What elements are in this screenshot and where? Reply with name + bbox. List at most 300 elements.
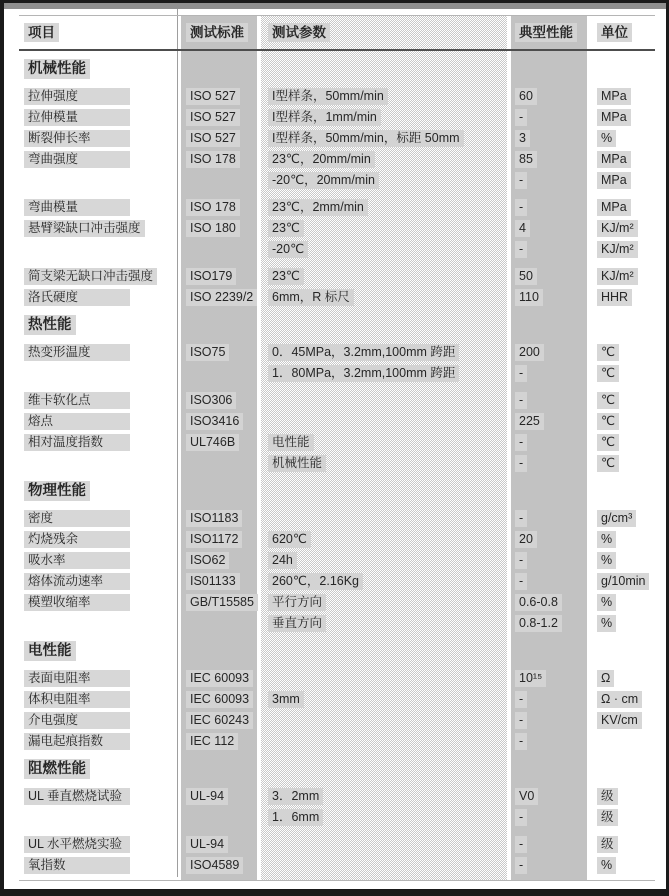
cell-parameters [261, 288, 511, 306]
cell-parameters [261, 267, 511, 285]
table-row [19, 570, 655, 591]
cell-item [19, 288, 181, 306]
table-row [19, 431, 655, 452]
table-row [19, 507, 655, 528]
cell-typical-value [511, 87, 591, 105]
cell-unit [591, 412, 655, 430]
cell-typical-value [511, 669, 591, 687]
cell-unit [591, 454, 655, 472]
cell-text: ℃ [597, 392, 619, 409]
cell-text: 电性能 [268, 434, 314, 451]
cell-standard [181, 856, 261, 874]
cell-standard [181, 787, 261, 805]
cell-text: - [515, 809, 527, 826]
cell-typical-value [511, 129, 591, 147]
cell-text: - [515, 836, 527, 853]
cell-item [19, 509, 181, 527]
header-cell-unit [591, 23, 655, 42]
cell-typical-value [511, 787, 591, 805]
cell-unit [591, 391, 655, 409]
cell-text: MPa [597, 172, 631, 189]
header-cell-item [19, 23, 181, 42]
cell-parameters [261, 171, 511, 189]
cell-unit [591, 267, 655, 285]
cell-text: -20℃ [268, 241, 308, 258]
cell-item [19, 787, 181, 805]
cell-item [19, 669, 181, 687]
cell-text: - [515, 552, 527, 569]
cell-parameters [261, 690, 511, 708]
cell-text: ISO3416 [186, 413, 243, 430]
cell-parameters [261, 614, 511, 632]
cell-text: ISO1172 [186, 531, 242, 548]
cell-text: Ω · cm [597, 691, 642, 708]
cell-typical-value [511, 454, 591, 472]
cell-text: g/cm³ [597, 510, 636, 527]
cell-standard [181, 509, 261, 527]
cell-text: KJ/m² [597, 220, 638, 237]
cell-text: MPa [597, 199, 631, 216]
table-row [19, 286, 655, 307]
cell-text: MPa [597, 151, 631, 168]
cell-text: 级 [597, 836, 618, 853]
cell-text: KV/cm [597, 712, 642, 729]
header-cell-typical-value [511, 23, 591, 42]
cell-typical-value [511, 412, 591, 430]
cell-unit [591, 690, 655, 708]
header-label-item: 项目 [24, 23, 59, 42]
cell-text: % [597, 594, 616, 611]
cell-item [19, 732, 181, 750]
cell-text: 0.6-0.8 [515, 594, 562, 611]
cell-unit [591, 219, 655, 237]
cell-parameters [261, 87, 511, 105]
cell-unit [591, 711, 655, 729]
cell-unit [591, 787, 655, 805]
cell-unit [591, 87, 655, 105]
cell-text: - [515, 392, 527, 409]
cell-unit [591, 593, 655, 611]
cell-standard [181, 219, 261, 237]
cell-item [19, 150, 181, 168]
cell-text: -20℃，20mm/min [268, 172, 379, 189]
cell-standard [181, 572, 261, 590]
cell-typical-value [511, 835, 591, 853]
cell-item [19, 856, 181, 874]
cell-text: 1．6mm [268, 809, 323, 826]
cell-standard [181, 711, 261, 729]
cell-item [19, 198, 181, 216]
header-cell-standard [181, 23, 261, 42]
cell-text: ISO62 [186, 552, 229, 569]
cell-standard [181, 690, 261, 708]
section-title-cell [19, 481, 181, 501]
cell-typical-value [511, 171, 591, 189]
cell-item [19, 711, 181, 729]
cell-item [19, 343, 181, 361]
cell-standard [181, 530, 261, 548]
header-cell-parameters [261, 23, 511, 42]
cell-unit [591, 808, 655, 826]
cell-text: 介电强度 [24, 712, 130, 729]
cell-text: 热变形温度 [24, 344, 130, 361]
cell-text: UL 水平燃烧实验 [24, 836, 130, 853]
cell-text: ISO 178 [186, 151, 240, 168]
cell-text: ISO 527 [186, 130, 240, 147]
cell-text: 热性能 [24, 315, 76, 335]
cell-typical-value [511, 343, 591, 361]
cell-text: - [515, 733, 527, 750]
cell-text: KJ/m² [597, 268, 638, 285]
cell-text: - [515, 573, 527, 590]
cell-unit [591, 530, 655, 548]
cell-typical-value [511, 150, 591, 168]
cell-standard [181, 412, 261, 430]
cell-standard [181, 288, 261, 306]
cell-text: - [515, 241, 527, 258]
cell-text: 110 [515, 289, 543, 306]
section-title-cell [19, 315, 181, 335]
cell-text: IEC 112 [186, 733, 238, 750]
cell-unit [591, 572, 655, 590]
cell-typical-value [511, 267, 591, 285]
cell-text: 620℃ [268, 531, 311, 548]
cell-typical-value [511, 551, 591, 569]
cell-parameters [261, 530, 511, 548]
cell-typical-value [511, 433, 591, 451]
cell-parameters [261, 433, 511, 451]
cell-parameters [261, 593, 511, 611]
cell-text: IEC 60093 [186, 691, 253, 708]
cell-typical-value [511, 364, 591, 382]
cell-text: 洛氏硬度 [24, 289, 130, 306]
cell-text: 225 [515, 413, 544, 430]
table-row [19, 127, 655, 148]
cell-text: g/10min [597, 573, 649, 590]
table-header-row [19, 15, 655, 51]
cell-text: 85 [515, 151, 537, 168]
table-row [19, 238, 655, 259]
cell-text: 相对温度指数 [24, 434, 130, 451]
table-row [19, 709, 655, 730]
cell-text: 简支梁无缺口冲击强度 [24, 268, 157, 285]
cell-text: 260℃，2.16Kg [268, 573, 363, 590]
section-title-row [19, 313, 655, 337]
cell-unit [591, 364, 655, 382]
cell-text: 10¹⁵ [515, 670, 546, 687]
cell-item [19, 267, 181, 285]
cell-item [19, 593, 181, 611]
table-row [19, 341, 655, 362]
cell-text: 拉伸强度 [24, 88, 130, 105]
properties-table [19, 15, 655, 881]
cell-text: 漏电起痕指数 [24, 733, 130, 750]
header-label-parameters: 测试参数 [268, 23, 330, 42]
table-row [19, 806, 655, 827]
cell-typical-value [511, 530, 591, 548]
cell-typical-value [511, 219, 591, 237]
cell-text: % [597, 531, 616, 548]
cell-text: 熔体流动速率 [24, 573, 130, 590]
cell-text: - [515, 691, 527, 708]
cell-standard [181, 198, 261, 216]
cell-unit [591, 198, 655, 216]
cell-text: Ω [597, 670, 614, 687]
cell-text: 23℃，2mm/min [268, 199, 368, 216]
table-row [19, 591, 655, 612]
cell-typical-value [511, 509, 591, 527]
cell-standard [181, 108, 261, 126]
cell-text: IS01133 [186, 573, 240, 590]
cell-unit [591, 171, 655, 189]
cell-typical-value [511, 198, 591, 216]
cell-text: 机械性能 [268, 455, 326, 472]
cell-typical-value [511, 288, 591, 306]
section-title-cell [19, 759, 181, 779]
table-row [19, 169, 655, 190]
cell-typical-value [511, 614, 591, 632]
cell-text: 悬臂梁缺口冲击强度 [24, 220, 145, 237]
cell-text: 弯曲强度 [24, 151, 130, 168]
section-title-row [19, 57, 655, 81]
cell-unit [591, 614, 655, 632]
cell-item [19, 530, 181, 548]
cell-text: UL746B [186, 434, 239, 451]
cell-standard [181, 87, 261, 105]
table-row [19, 362, 655, 383]
cell-unit [591, 288, 655, 306]
cell-text: 3 [515, 130, 530, 147]
cell-text: 氧指数 [24, 857, 130, 874]
cell-typical-value [511, 108, 591, 126]
cell-text: 表面电阻率 [24, 670, 130, 687]
cell-standard [181, 150, 261, 168]
cell-unit [591, 240, 655, 258]
cell-typical-value [511, 593, 591, 611]
cell-text: 平行方向 [268, 594, 326, 611]
cell-text: ISO 2239/2 [186, 289, 257, 306]
cell-text: 体积电阻率 [24, 691, 130, 708]
cell-text: 24h [268, 552, 297, 569]
table-row [19, 265, 655, 286]
cell-text: 0．45MPa，3.2mm,100mm 跨距 [268, 344, 459, 361]
cell-item [19, 433, 181, 451]
cell-text: ISO 527 [186, 88, 240, 105]
cell-text: 23℃，20mm/min [268, 151, 375, 168]
cell-text: 断裂伸长率 [24, 130, 130, 147]
table-row [19, 688, 655, 709]
cell-text: I型样条，1mm/min [268, 109, 381, 126]
cell-parameters [261, 150, 511, 168]
cell-typical-value [511, 240, 591, 258]
header-label-standard: 测试标准 [186, 23, 248, 42]
cell-item [19, 391, 181, 409]
cell-text: 模塑收缩率 [24, 594, 130, 611]
cell-parameters [261, 108, 511, 126]
cell-unit [591, 108, 655, 126]
section-title-row [19, 479, 655, 503]
cell-text: UL-94 [186, 788, 228, 805]
cell-text: 吸水率 [24, 552, 130, 569]
cell-typical-value [511, 391, 591, 409]
cell-text: 密度 [24, 510, 130, 527]
table-content [19, 15, 655, 875]
cell-typical-value [511, 856, 591, 874]
table-row [19, 410, 655, 431]
cell-typical-value [511, 808, 591, 826]
cell-text: ISO1183 [186, 510, 242, 527]
cell-parameters [261, 219, 511, 237]
cell-standard [181, 551, 261, 569]
table-row [19, 217, 655, 238]
cell-standard [181, 267, 261, 285]
cell-text: 垂直方向 [268, 615, 326, 632]
cell-typical-value [511, 711, 591, 729]
cell-parameters [261, 240, 511, 258]
cell-parameters [261, 343, 511, 361]
cell-unit [591, 669, 655, 687]
table-row [19, 196, 655, 217]
cell-item [19, 108, 181, 126]
cell-text: ℃ [597, 434, 619, 451]
cell-item [19, 87, 181, 105]
table-row [19, 528, 655, 549]
header-label-unit: 单位 [597, 23, 632, 42]
table-body [19, 57, 655, 875]
cell-unit [591, 856, 655, 874]
cell-text: ℃ [597, 413, 619, 430]
section-title-cell [19, 641, 181, 661]
table-row [19, 389, 655, 410]
scan-top-strip [4, 3, 666, 9]
section-title-row [19, 639, 655, 663]
table-row [19, 612, 655, 633]
cell-text: - [515, 109, 527, 126]
cell-parameters [261, 129, 511, 147]
cell-text: 4 [515, 220, 530, 237]
cell-text: UL-94 [186, 836, 228, 853]
cell-standard [181, 343, 261, 361]
cell-standard [181, 732, 261, 750]
cell-text: - [515, 510, 527, 527]
cell-text: - [515, 455, 527, 472]
cell-text: GB/T15585 [186, 594, 258, 611]
cell-text: ISO 527 [186, 109, 240, 126]
cell-item [19, 690, 181, 708]
table-row [19, 549, 655, 570]
cell-text: - [515, 857, 527, 874]
cell-parameters [261, 454, 511, 472]
cell-parameters [261, 364, 511, 382]
cell-text: 23℃ [268, 268, 304, 285]
cell-text: - [515, 712, 527, 729]
cell-unit [591, 433, 655, 451]
cell-text: HHR [597, 289, 632, 306]
section-title-row [19, 757, 655, 781]
cell-text: ISO179 [186, 268, 236, 285]
cell-text: IEC 60093 [186, 670, 253, 687]
cell-text: I型样条，50mm/min，标距 50mm [268, 130, 464, 147]
cell-parameters [261, 787, 511, 805]
cell-text: IEC 60243 [186, 712, 253, 729]
cell-text: 200 [515, 344, 544, 361]
cell-text: % [597, 130, 616, 147]
cell-text: % [597, 857, 616, 874]
cell-text: 级 [597, 809, 618, 826]
cell-text: - [515, 172, 527, 189]
table-row [19, 106, 655, 127]
cell-text: ISO 180 [186, 220, 240, 237]
cell-text: KJ/m² [597, 241, 638, 258]
cell-text: 弯曲模量 [24, 199, 130, 216]
cell-text: 物理性能 [24, 481, 90, 501]
table-row [19, 730, 655, 751]
cell-parameters [261, 572, 511, 590]
cell-text: 20 [515, 531, 537, 548]
cell-standard [181, 391, 261, 409]
cell-text: MPa [597, 88, 631, 105]
cell-text: ISO75 [186, 344, 229, 361]
cell-item [19, 551, 181, 569]
cell-unit [591, 129, 655, 147]
cell-text: ℃ [597, 365, 619, 382]
cell-text: ℃ [597, 455, 619, 472]
cell-text: % [597, 615, 616, 632]
cell-parameters [261, 551, 511, 569]
cell-text: 机械性能 [24, 59, 90, 79]
cell-standard [181, 433, 261, 451]
table-row [19, 854, 655, 875]
cell-text: 维卡软化点 [24, 392, 130, 409]
cell-text: 6mm，R 标尺 [268, 289, 354, 306]
cell-text: I型样条，50mm/min [268, 88, 388, 105]
cell-text: 60 [515, 88, 537, 105]
cell-standard [181, 593, 261, 611]
table-row [19, 85, 655, 106]
cell-unit [591, 509, 655, 527]
cell-text: MPa [597, 109, 631, 126]
cell-text: 电性能 [24, 641, 76, 661]
cell-text: - [515, 199, 527, 216]
cell-text: ISO4589 [186, 857, 243, 874]
cell-standard [181, 669, 261, 687]
cell-standard [181, 129, 261, 147]
cell-unit [591, 343, 655, 361]
cell-parameters [261, 808, 511, 826]
cell-text: - [515, 365, 527, 382]
cell-unit [591, 150, 655, 168]
cell-text: 23℃ [268, 220, 304, 237]
cell-typical-value [511, 572, 591, 590]
cell-text: 1．80MPa，3.2mm,100mm 跨距 [268, 365, 459, 382]
table-row [19, 833, 655, 854]
cell-text: 0.8-1.2 [515, 615, 562, 632]
table-row [19, 148, 655, 169]
cell-text: 3mm [268, 691, 304, 708]
cell-text: 拉伸模量 [24, 109, 130, 126]
cell-text: 50 [515, 268, 537, 285]
cell-item [19, 129, 181, 147]
table-row [19, 785, 655, 806]
table-row [19, 452, 655, 473]
cell-typical-value [511, 690, 591, 708]
cell-text: ℃ [597, 344, 619, 361]
cell-unit [591, 835, 655, 853]
section-title-cell [19, 59, 181, 79]
cell-text: 3．2mm [268, 788, 323, 805]
cell-text: ISO306 [186, 392, 236, 409]
cell-item [19, 412, 181, 430]
